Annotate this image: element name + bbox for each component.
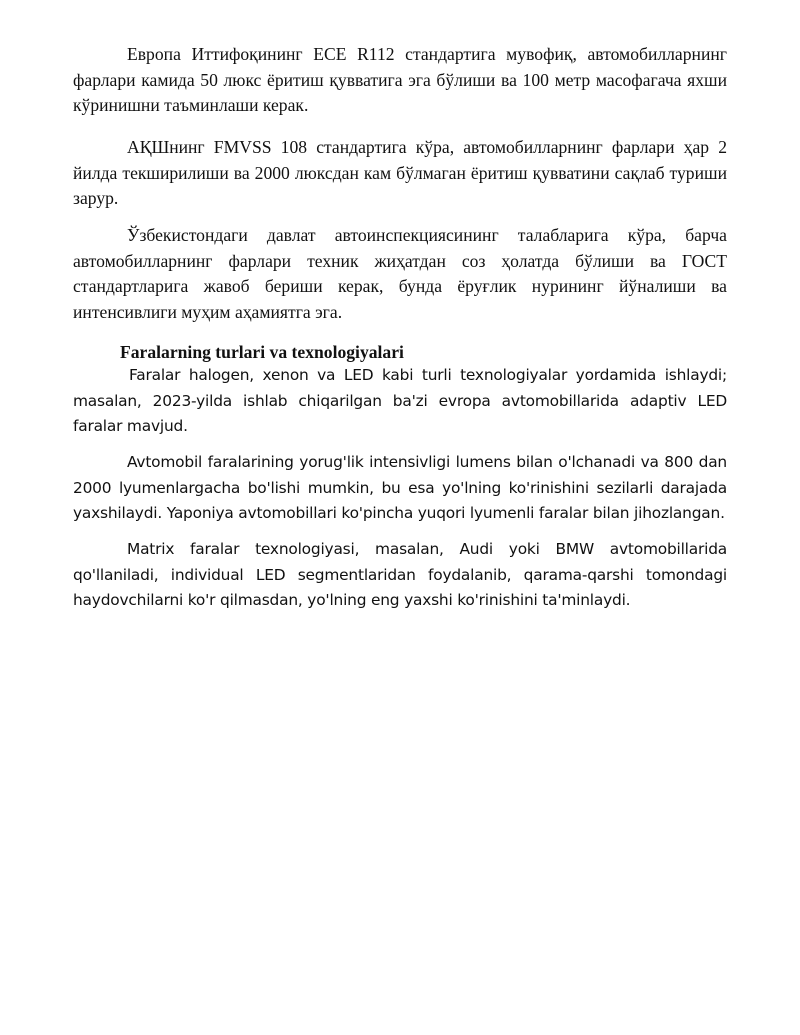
paragraph-light-intensity: Avtomobil faralarining yorug'lik intensivligi lumens bilan o'lchanadi va 800 dan 2000 lyumenlargacha bo'lishi mumkin, bu esa yo'lning ko'rinishini sezilarli darajada yaxshilaydi. Yaponiya avtomobillari ko'pincha yuqori lyumenli faralar bilan jihozlangan. <box>73 453 727 522</box>
section-heading: Faralarning turlari va texnologiyalari <box>120 342 404 362</box>
paragraph-uzbekistan-inspection: Ўзбекистондаги давлат автоинспекциясининг талабларига кўра, барча автомобилларнинг фарлари техник жиҳатдан соз ҳолатда бўлиши ва ГОСТ стандартларига жавоб бериши керак, бунда ёруғлик нурининг йўналиши ва интенсивлиги муҳим аҳамиятга эга. <box>73 225 727 322</box>
paragraph-fmvss-108: АҚШнинг FMVSS 108 стандартига кўра, автомобилларнинг фарлари ҳар 2 йилда текширилиши ва 2000 люксдан кам бўлмаган ёритиш қувватини сақлаб туриши зарур. <box>73 137 727 208</box>
paragraph-headlight-types: Faralar halogen, xenon va LED kabi turli texnologiyalar yordamida ishlaydi; masalan, 2023-yilda ishlab chiqarilgan ba'zi evropa avtomobillarida adaptiv LED faralar mavjud. <box>73 366 727 435</box>
paragraph-matrix-technology: Matrix faralar texnologiyasi, masalan, Audi yoki BMW avtomobillarida qo'llaniladi, individual LED segmentlaridan foydalanib, qarama-qarshi tomondagi haydovchilarni ko'r qilmasdan, yo'lning eng yaxshi ko'rinishini ta'minlaydi. <box>73 540 727 609</box>
paragraph-ece-r112: Европа Иттифоқининг ECE R112 стандартига мувофиқ, автомобилларнинг фарлари камида 50 люкс ёритиш қувватига эга бўлиши ва 100 метр масофагача яхши кўринишни таъминлаши керак. <box>73 44 727 115</box>
